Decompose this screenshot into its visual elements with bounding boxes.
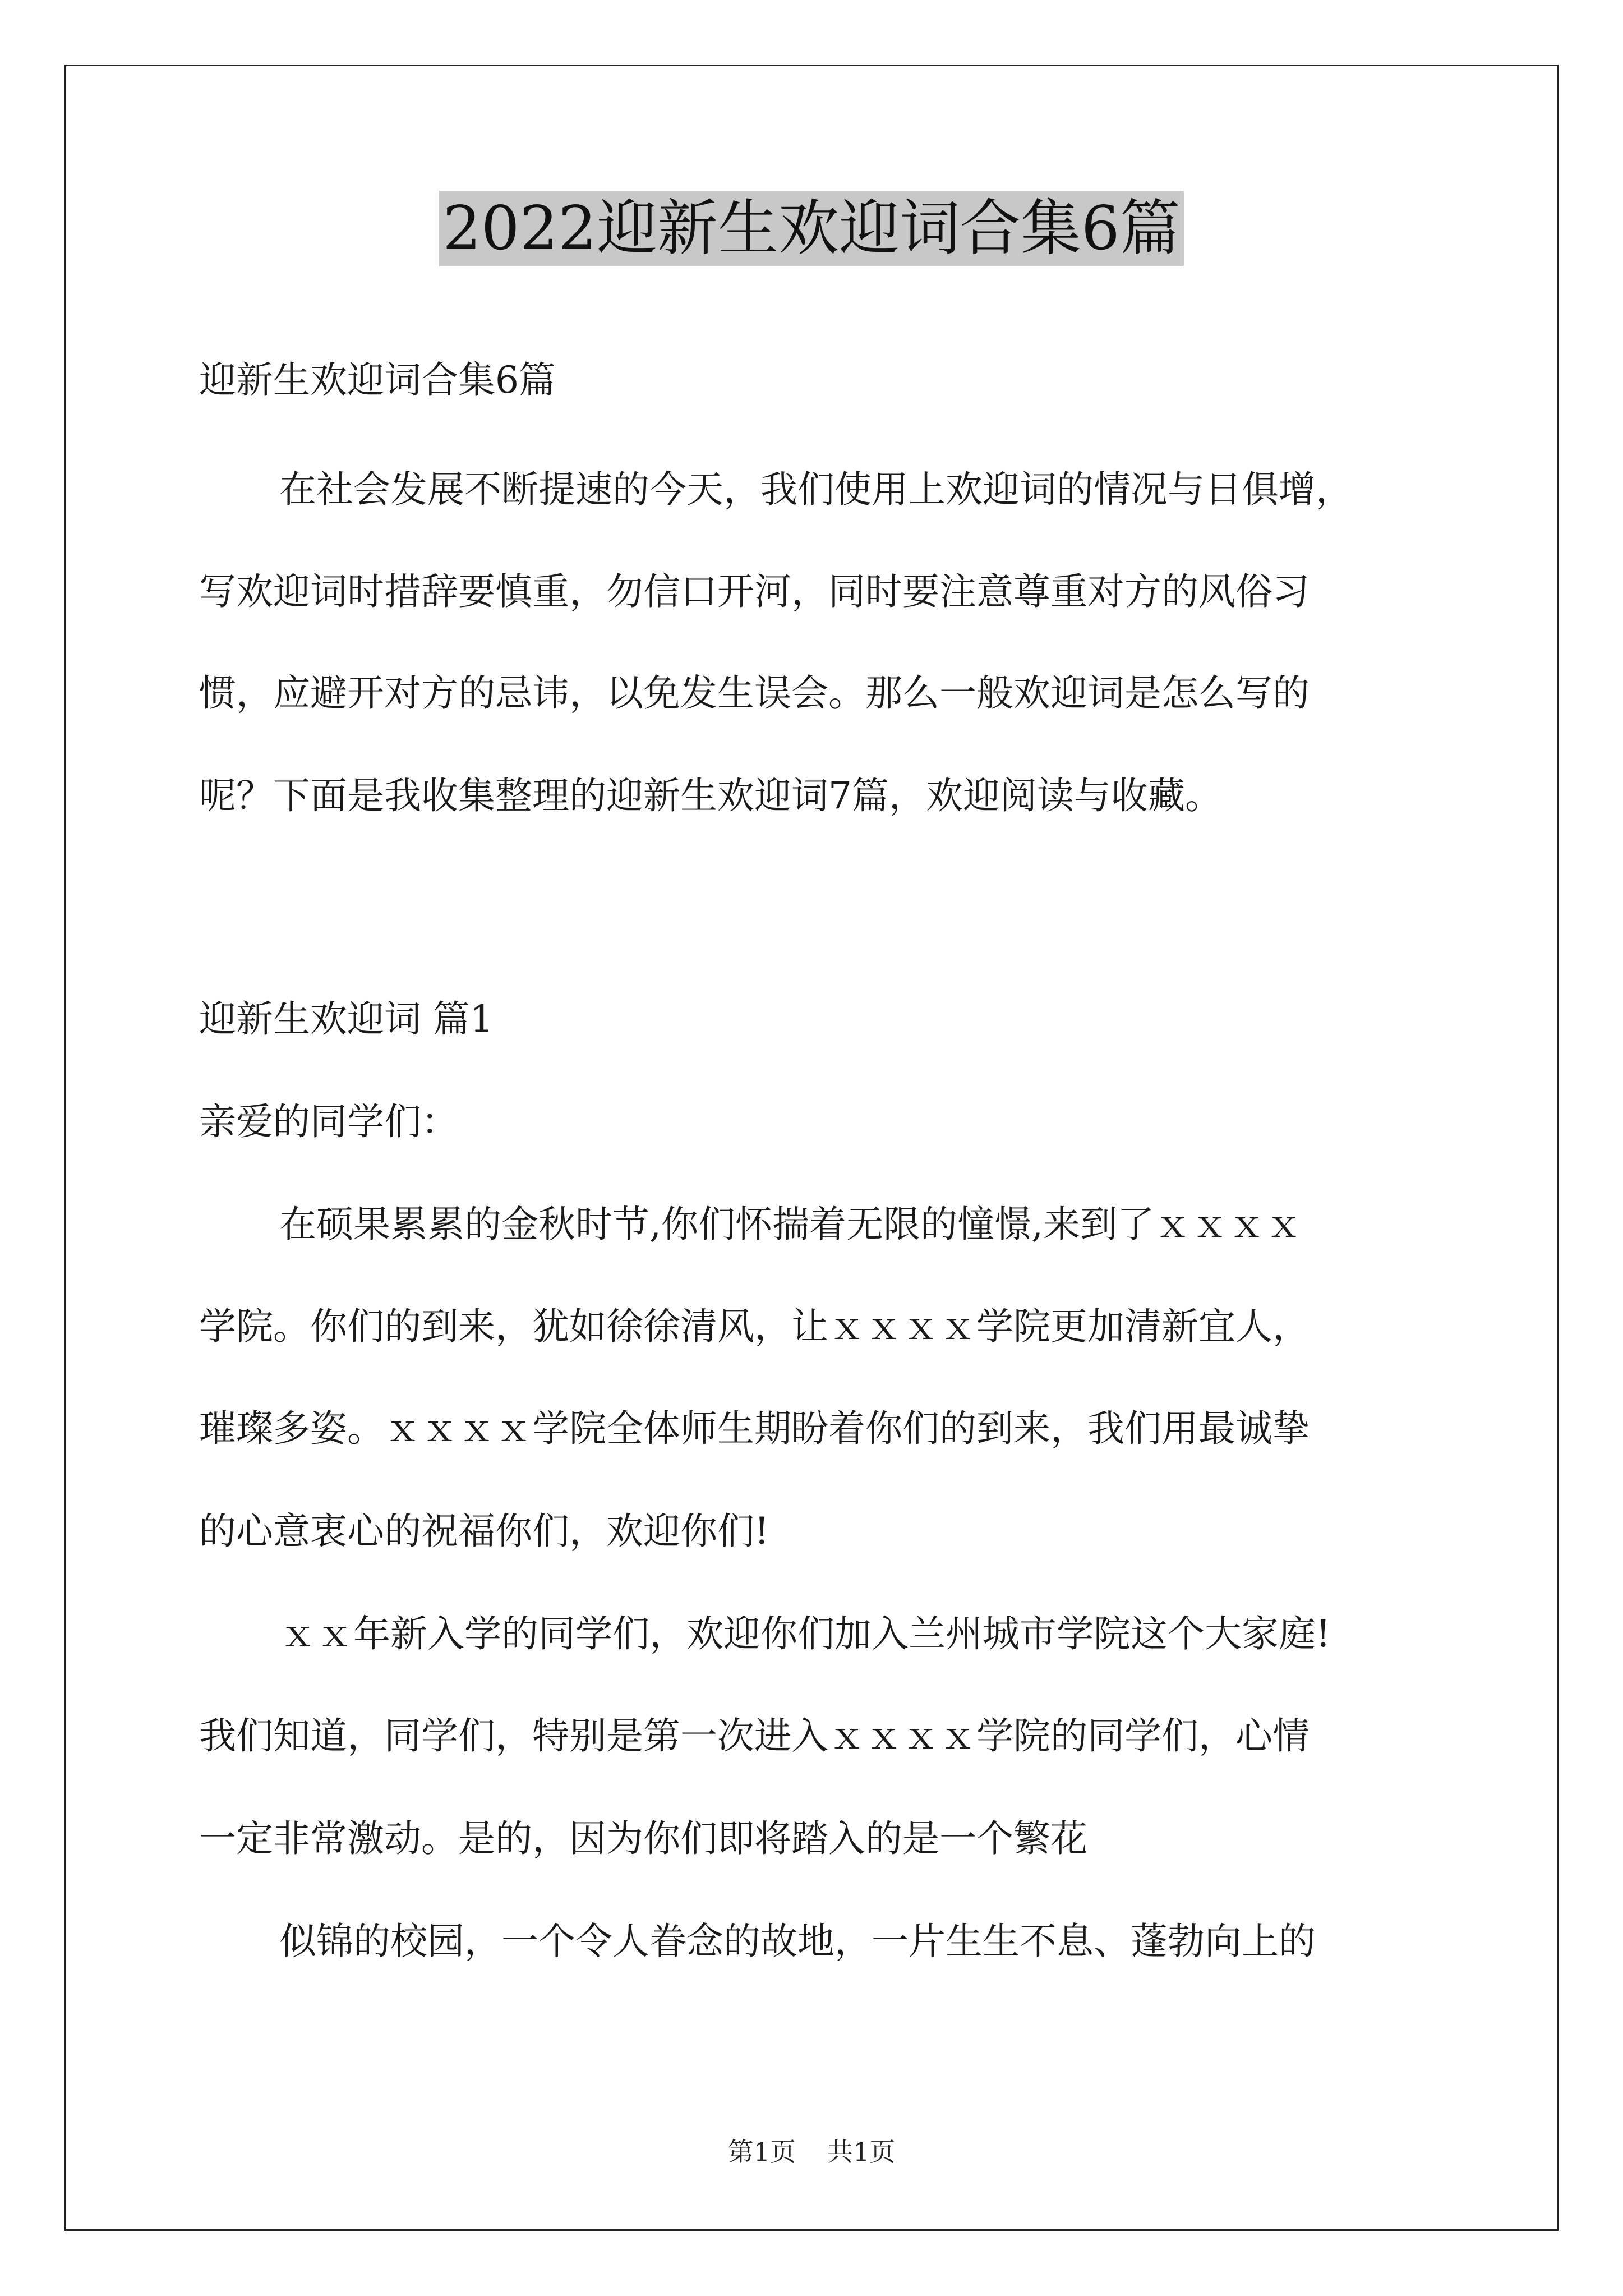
page-footer	[0, 2132, 1623, 2169]
page-total: 共1页	[827, 2137, 896, 2167]
section-heading: 迎新生欢迎词 篇1	[199, 997, 494, 1041]
salutation-line: 亲爱的同学们：	[199, 1100, 458, 1143]
paragraph-line: 写欢迎词时措辞要慎重，勿信口开河，同时要注意尊重对方的风俗习	[199, 570, 1310, 613]
title-container	[0, 191, 1623, 266]
paragraph-line: 一定非常激动。是的，因为你们即将踏入的是一个繁花	[199, 1817, 1087, 1860]
paragraph-line: 在硕果累累的金秋时节,你们怀揣着无限的憧憬,来到了ｘｘｘｘ	[279, 1203, 1302, 1246]
paragraph-line: 呢？下面是我收集整理的迎新生欢迎词7篇，欢迎阅读与收藏。	[199, 774, 1222, 817]
paragraph-line: 惯，应避开对方的忌讳，以免发生误会。那么一般欢迎词是怎么写的	[199, 671, 1310, 715]
paragraph-line: 璀璨多姿。ｘｘｘｘ学院全体师生期盼着你们的到来，我们用最诚挚	[199, 1407, 1310, 1450]
paragraph-line: 在社会发展不断提速的今天，我们使用上欢迎词的情况与日俱增，	[279, 468, 1353, 511]
paragraph-line: 学院。你们的到来，犹如徐徐清风，让ｘｘｘｘ学院更加清新宜人，	[199, 1305, 1310, 1348]
page-number: 第1页	[727, 2137, 796, 2167]
subtitle-line: 迎新生欢迎词合集6篇	[199, 358, 556, 402]
document-title: 2022迎新生欢迎词合集6篇	[439, 191, 1184, 266]
paragraph-line: ｘｘ年新入学的同学们，欢迎你们加入兰州城市学院这个大家庭!	[279, 1612, 1331, 1655]
paragraph-line: 似锦的校园，一个令人眷念的故地，一片生生不息、蓬勃向上的	[279, 1920, 1316, 1963]
paragraph-line: 我们知道，同学们，特别是第一次进入ｘｘｘｘ学院的同学们，心情	[199, 1714, 1310, 1757]
paragraph-line: 的心意衷心的祝福你们，欢迎你们!	[199, 1510, 769, 1553]
